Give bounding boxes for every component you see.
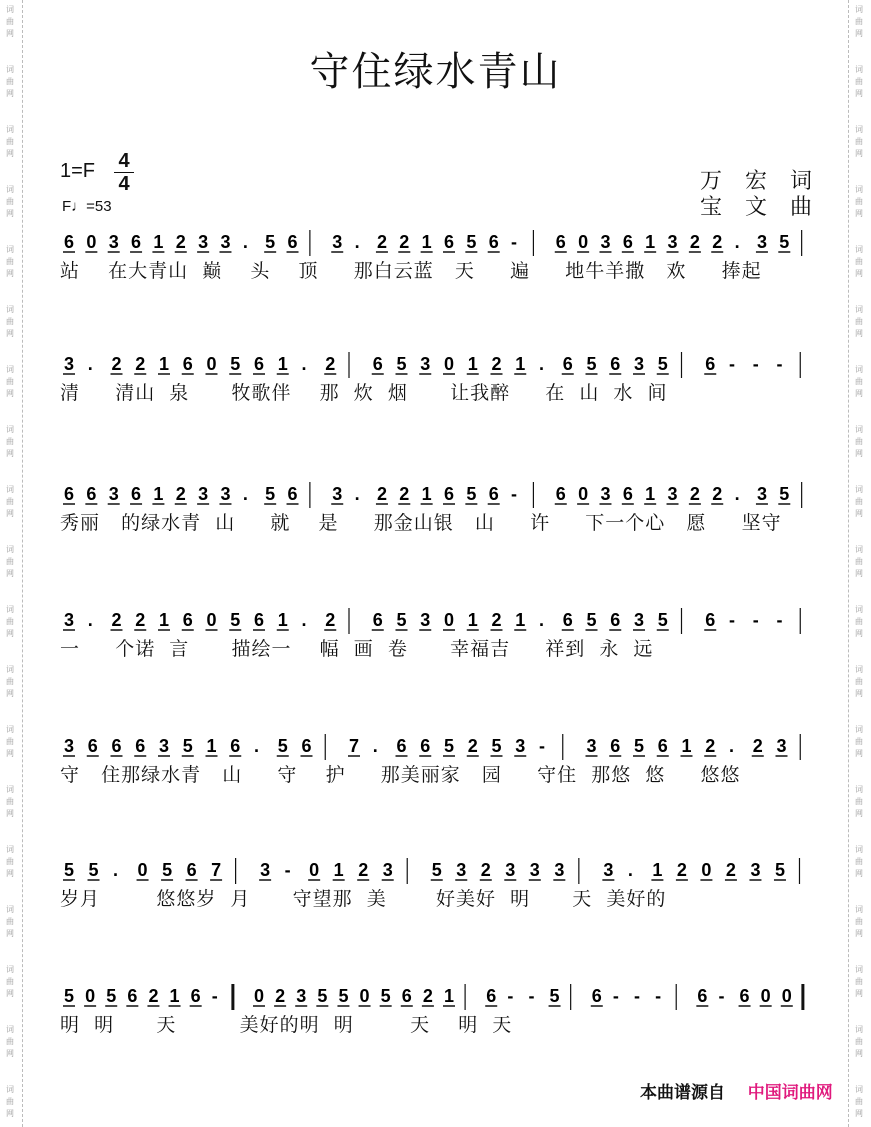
note: 2 — [135, 354, 146, 374]
note: 3 — [296, 986, 307, 1006]
watermark-mark: 词 曲 网 — [855, 905, 863, 938]
note: 6 — [64, 232, 75, 252]
note: 5 — [106, 986, 117, 1006]
note: 6 — [444, 232, 455, 252]
score-row — [60, 350, 830, 430]
note: 2 — [480, 860, 491, 880]
note: 1 — [333, 860, 344, 880]
footer-credit — [640, 1078, 833, 1103]
note: 3 — [456, 860, 467, 880]
note: 2 — [376, 232, 387, 252]
note: 5 — [380, 986, 391, 1006]
note: - — [539, 736, 545, 756]
note: 6 — [87, 736, 98, 756]
note: 3 — [332, 484, 343, 504]
note: 5 — [64, 860, 75, 880]
note: 6 — [254, 354, 265, 374]
note: 2 — [111, 610, 122, 630]
watermark-mark: 词 曲 网 — [855, 725, 863, 758]
note: 6 — [182, 610, 193, 630]
note: 7 — [211, 860, 222, 880]
watermark-mark: 词 曲 网 — [6, 1025, 14, 1058]
watermark-mark: 词 曲 网 — [6, 665, 14, 698]
note: 1 — [444, 986, 455, 1006]
note: 5 — [396, 610, 407, 630]
note: . — [301, 610, 307, 630]
note: 3 — [64, 610, 75, 630]
note: 5 — [88, 860, 99, 880]
note: 0 — [86, 232, 97, 252]
key-signature: 1=F — [60, 160, 96, 182]
note: . — [113, 860, 119, 880]
note: 6 — [420, 736, 431, 756]
watermark-mark: 词 曲 网 — [6, 5, 14, 38]
note: 3 — [750, 860, 761, 880]
note: 3 — [420, 354, 431, 374]
note: 5 — [230, 354, 241, 374]
watermark-mark: 词 曲 网 — [855, 485, 863, 518]
note: 6 — [739, 986, 750, 1006]
note: 1 — [153, 484, 164, 504]
note: 5 — [549, 986, 560, 1006]
note: - — [752, 610, 759, 630]
note: 2 — [175, 232, 186, 252]
footer-source: 本曲谱源自 — [640, 1083, 725, 1102]
note: - — [511, 232, 518, 252]
note: 6 — [486, 986, 497, 1006]
note: 3 — [382, 860, 393, 880]
score-row — [60, 732, 830, 812]
note: 6 — [86, 484, 97, 504]
note: 6 — [186, 860, 197, 880]
note: 1 — [277, 610, 288, 630]
watermark-mark: 词 曲 网 — [6, 245, 14, 278]
watermark-mark: 词 曲 网 — [6, 425, 14, 458]
note: 2 — [491, 610, 502, 630]
note: 0 — [444, 354, 455, 374]
note: 6 — [135, 736, 146, 756]
note: 5 — [338, 986, 349, 1006]
note: . — [734, 484, 740, 504]
watermark-mark: 词 曲 网 — [855, 605, 863, 638]
right-watermark-strip — [848, 0, 871, 1127]
note: 1 — [515, 354, 526, 374]
note: 2 — [725, 860, 736, 880]
watermark-mark: 词 曲 网 — [6, 905, 14, 938]
score-row — [60, 228, 830, 308]
note: 6 — [301, 736, 312, 756]
watermark-mark: 词 曲 网 — [6, 185, 14, 218]
note: 1 — [515, 610, 526, 630]
note: 3 — [159, 736, 170, 756]
note: 6 — [230, 736, 241, 756]
note: 1 — [645, 484, 656, 504]
note: 3 — [108, 232, 119, 252]
note: 5 — [317, 986, 328, 1006]
note: 6 — [444, 484, 455, 504]
note: 5 — [586, 354, 597, 374]
note: 6 — [111, 736, 122, 756]
left-watermark-strip — [0, 0, 23, 1127]
note: 2 — [325, 610, 336, 630]
watermark-mark: 词 曲 网 — [6, 485, 14, 518]
note: 3 — [198, 232, 209, 252]
note: . — [354, 232, 360, 252]
note: . — [627, 860, 633, 880]
note: 3 — [667, 484, 678, 504]
note: 0 — [309, 860, 320, 880]
note: 2 — [467, 736, 478, 756]
note: 2 — [491, 354, 502, 374]
note: 3 — [554, 860, 565, 880]
note: 5 — [265, 484, 276, 504]
note: 3 — [756, 484, 767, 504]
watermark-mark: 词 曲 网 — [855, 65, 863, 98]
watermark-mark: 词 曲 网 — [6, 845, 14, 878]
note: 5 — [182, 736, 193, 756]
note: 6 — [622, 232, 633, 252]
watermark-mark: 词 曲 网 — [6, 125, 14, 158]
note: - — [776, 610, 783, 630]
note: 2 — [689, 232, 700, 252]
note: 1 — [159, 354, 170, 374]
note: 2 — [135, 610, 146, 630]
note: 3 — [600, 484, 611, 504]
note: 5 — [779, 232, 790, 252]
watermark-mark: 词 曲 网 — [855, 1025, 863, 1058]
note: 5 — [586, 610, 597, 630]
note: . — [242, 232, 248, 252]
note: 3 — [332, 232, 343, 252]
note: 1 — [159, 610, 170, 630]
note: 6 — [372, 354, 383, 374]
note: . — [372, 736, 378, 756]
note: 5 — [396, 354, 407, 374]
note: 1 — [206, 736, 217, 756]
note: - — [211, 986, 218, 1006]
watermark-mark: 词 曲 网 — [855, 785, 863, 818]
note: 6 — [562, 610, 573, 630]
note: 0 — [137, 860, 148, 880]
note: 6 — [697, 986, 708, 1006]
note: - — [612, 986, 619, 1006]
note: 1 — [652, 860, 663, 880]
note: 2 — [111, 354, 122, 374]
note: 3 — [603, 860, 614, 880]
lyric-line: 一 个诺 言 描绘一 幅 画 卷 幸福吉 祥到 永 远 — [60, 638, 654, 660]
note: 0 — [85, 986, 96, 1006]
note: 6 — [401, 986, 412, 1006]
note: 5 — [230, 610, 241, 630]
note: 2 — [325, 354, 336, 374]
note: 6 — [64, 484, 75, 504]
note: . — [87, 610, 93, 630]
time-signature — [114, 150, 134, 195]
note: 6 — [610, 354, 621, 374]
note: 6 — [610, 610, 621, 630]
note: - — [776, 354, 783, 374]
footer-brand[interactable]: 中国词曲网 — [747, 1083, 833, 1102]
note: . — [254, 736, 260, 756]
lyric-line: 秀丽 的绿水青 山 就 是 那金山银 山 许 下一个心 愿 坚守 — [60, 512, 782, 534]
note: . — [734, 232, 740, 252]
note: 6 — [254, 610, 265, 630]
note: 6 — [555, 232, 566, 252]
note: - — [729, 610, 735, 630]
note: - — [284, 860, 291, 880]
watermark-mark: 词 曲 网 — [6, 965, 14, 998]
note: 7 — [349, 736, 360, 756]
note: 5 — [657, 610, 668, 630]
note: 2 — [148, 986, 159, 1006]
note: 5 — [466, 484, 477, 504]
note: 5 — [431, 860, 442, 880]
note: 5 — [466, 232, 477, 252]
note: 6 — [372, 610, 383, 630]
note: 0 — [701, 860, 712, 880]
note: 1 — [681, 736, 692, 756]
note: 3 — [756, 232, 767, 252]
note: 1 — [467, 354, 478, 374]
note: 2 — [399, 484, 410, 504]
note: 0 — [206, 610, 217, 630]
note: 3 — [776, 736, 787, 756]
note: 6 — [555, 484, 566, 504]
note: 3 — [529, 860, 540, 880]
note: 5 — [779, 484, 790, 504]
note: 0 — [760, 986, 771, 1006]
note: 2 — [752, 736, 763, 756]
note: 6 — [127, 986, 138, 1006]
note: 2 — [175, 484, 186, 504]
watermark-mark: 词 曲 网 — [855, 965, 863, 998]
note: . — [729, 736, 735, 756]
lyric-line: 明 明 天 美好的明 明 天 明 天 — [60, 1014, 513, 1036]
watermark-mark: 词 曲 网 — [855, 845, 863, 878]
note: 6 — [287, 484, 298, 504]
note: 5 — [657, 354, 668, 374]
note: 6 — [131, 232, 142, 252]
note: 1 — [421, 232, 432, 252]
lyric-line: 清 清山 泉 牧歌伴 那 炊 烟 让我醉 在 山 水 间 — [60, 382, 668, 404]
note: 3 — [634, 354, 645, 374]
note: 6 — [182, 354, 193, 374]
note: 5 — [265, 232, 276, 252]
watermark-mark: 词 曲 网 — [855, 425, 863, 458]
note: 3 — [220, 232, 231, 252]
note: . — [87, 354, 93, 374]
note: 0 — [578, 484, 589, 504]
note: 2 — [358, 860, 369, 880]
note: 2 — [676, 860, 687, 880]
watermark-mark: 词 曲 网 — [855, 1085, 863, 1118]
watermark-mark: 词 曲 网 — [6, 365, 14, 398]
note: 2 — [705, 736, 716, 756]
note: 6 — [705, 354, 716, 374]
watermark-mark: 词 曲 网 — [855, 665, 863, 698]
note: 2 — [712, 484, 723, 504]
note: - — [634, 986, 640, 1006]
note: 1 — [169, 986, 180, 1006]
note: 1 — [421, 484, 432, 504]
note: 1 — [645, 232, 656, 252]
lyric-line: 岁月 悠悠岁 月 守望那 美 好美好 明 天 美好的 — [60, 888, 667, 910]
watermark-mark: 词 曲 网 — [855, 185, 863, 218]
song-title: 守住绿水青山 — [309, 49, 562, 95]
note: 5 — [444, 736, 455, 756]
note: 6 — [131, 484, 142, 504]
tempo-marking: F♩=53 — [62, 198, 112, 215]
watermark-mark: 词 曲 网 — [6, 1085, 14, 1118]
watermark-mark: 词 曲 网 — [855, 365, 863, 398]
note: 3 — [505, 860, 516, 880]
watermark-mark: 词 曲 网 — [855, 305, 863, 338]
note: 5 — [277, 736, 288, 756]
watermark-mark: 词 曲 网 — [6, 545, 14, 578]
note: 2 — [376, 484, 387, 504]
time-signature-bottom: 4 — [114, 172, 134, 195]
note: 5 — [774, 860, 785, 880]
watermark-mark: 词 曲 网 — [6, 725, 14, 758]
note: 1 — [467, 610, 478, 630]
note: - — [507, 986, 514, 1006]
note: 6 — [705, 610, 716, 630]
note: 3 — [108, 484, 119, 504]
note: 6 — [287, 232, 298, 252]
note: 2 — [422, 986, 433, 1006]
note: 6 — [622, 484, 633, 504]
note: 0 — [359, 986, 370, 1006]
note: 6 — [610, 736, 621, 756]
note: 3 — [64, 736, 75, 756]
note: 5 — [162, 860, 173, 880]
note: 6 — [190, 986, 201, 1006]
note: . — [242, 484, 248, 504]
lyric-line: 守 住那绿水青 山 守 护 那美丽家 园 守住 那悠 悠 悠悠 — [60, 764, 741, 786]
composer-credit: 宝 文 曲 — [700, 195, 820, 220]
note: . — [539, 354, 545, 374]
note: 3 — [420, 610, 431, 630]
note: - — [528, 986, 535, 1006]
note: 0 — [578, 232, 589, 252]
note: 6 — [396, 736, 407, 756]
score-row — [60, 606, 830, 686]
note: - — [729, 354, 735, 374]
score-row — [60, 856, 830, 936]
note: 3 — [586, 736, 597, 756]
lyricist-credit: 万 宏 词 — [700, 169, 820, 194]
note: 3 — [515, 736, 526, 756]
watermark-mark: 词 曲 网 — [6, 785, 14, 818]
note: 3 — [198, 484, 209, 504]
score-row — [60, 982, 830, 1062]
note: 0 — [206, 354, 217, 374]
note: 0 — [444, 610, 455, 630]
watermark-mark: 词 曲 网 — [855, 125, 863, 158]
note: - — [752, 354, 759, 374]
note: 6 — [591, 986, 602, 1006]
note: 6 — [657, 736, 668, 756]
note: 2 — [399, 232, 410, 252]
note: 5 — [64, 986, 75, 1006]
note: 3 — [634, 610, 645, 630]
note: 6 — [488, 232, 499, 252]
score-row — [60, 480, 830, 560]
note: 2 — [275, 986, 286, 1006]
note: 6 — [562, 354, 573, 374]
note: - — [655, 986, 662, 1006]
note: 1 — [153, 232, 164, 252]
note: . — [301, 354, 307, 374]
note: - — [718, 986, 725, 1006]
watermark-mark: 词 曲 网 — [855, 5, 863, 38]
note: . — [354, 484, 360, 504]
note: 6 — [488, 484, 499, 504]
watermark-mark: 词 曲 网 — [6, 305, 14, 338]
note: 5 — [634, 736, 645, 756]
note: 3 — [220, 484, 231, 504]
note: 3 — [260, 860, 271, 880]
lyric-line: 站 在大青山 巅 头 顶 那白云蓝 天 遍 地牛羊撒 欢 捧起 — [60, 260, 762, 282]
watermark-mark: 词 曲 网 — [855, 245, 863, 278]
watermark-mark: 词 曲 网 — [855, 545, 863, 578]
note: 0 — [254, 986, 265, 1006]
watermark-mark: 词 曲 网 — [6, 605, 14, 638]
note: 3 — [64, 354, 75, 374]
note: 3 — [600, 232, 611, 252]
note: 2 — [712, 232, 723, 252]
watermark-mark: 词 曲 网 — [6, 65, 14, 98]
note: 1 — [277, 354, 288, 374]
note: 3 — [667, 232, 678, 252]
note: 2 — [689, 484, 700, 504]
note: - — [511, 484, 518, 504]
time-signature-top: 4 — [118, 150, 130, 172]
note: 0 — [781, 986, 792, 1006]
note: 5 — [491, 736, 502, 756]
note: . — [539, 610, 545, 630]
